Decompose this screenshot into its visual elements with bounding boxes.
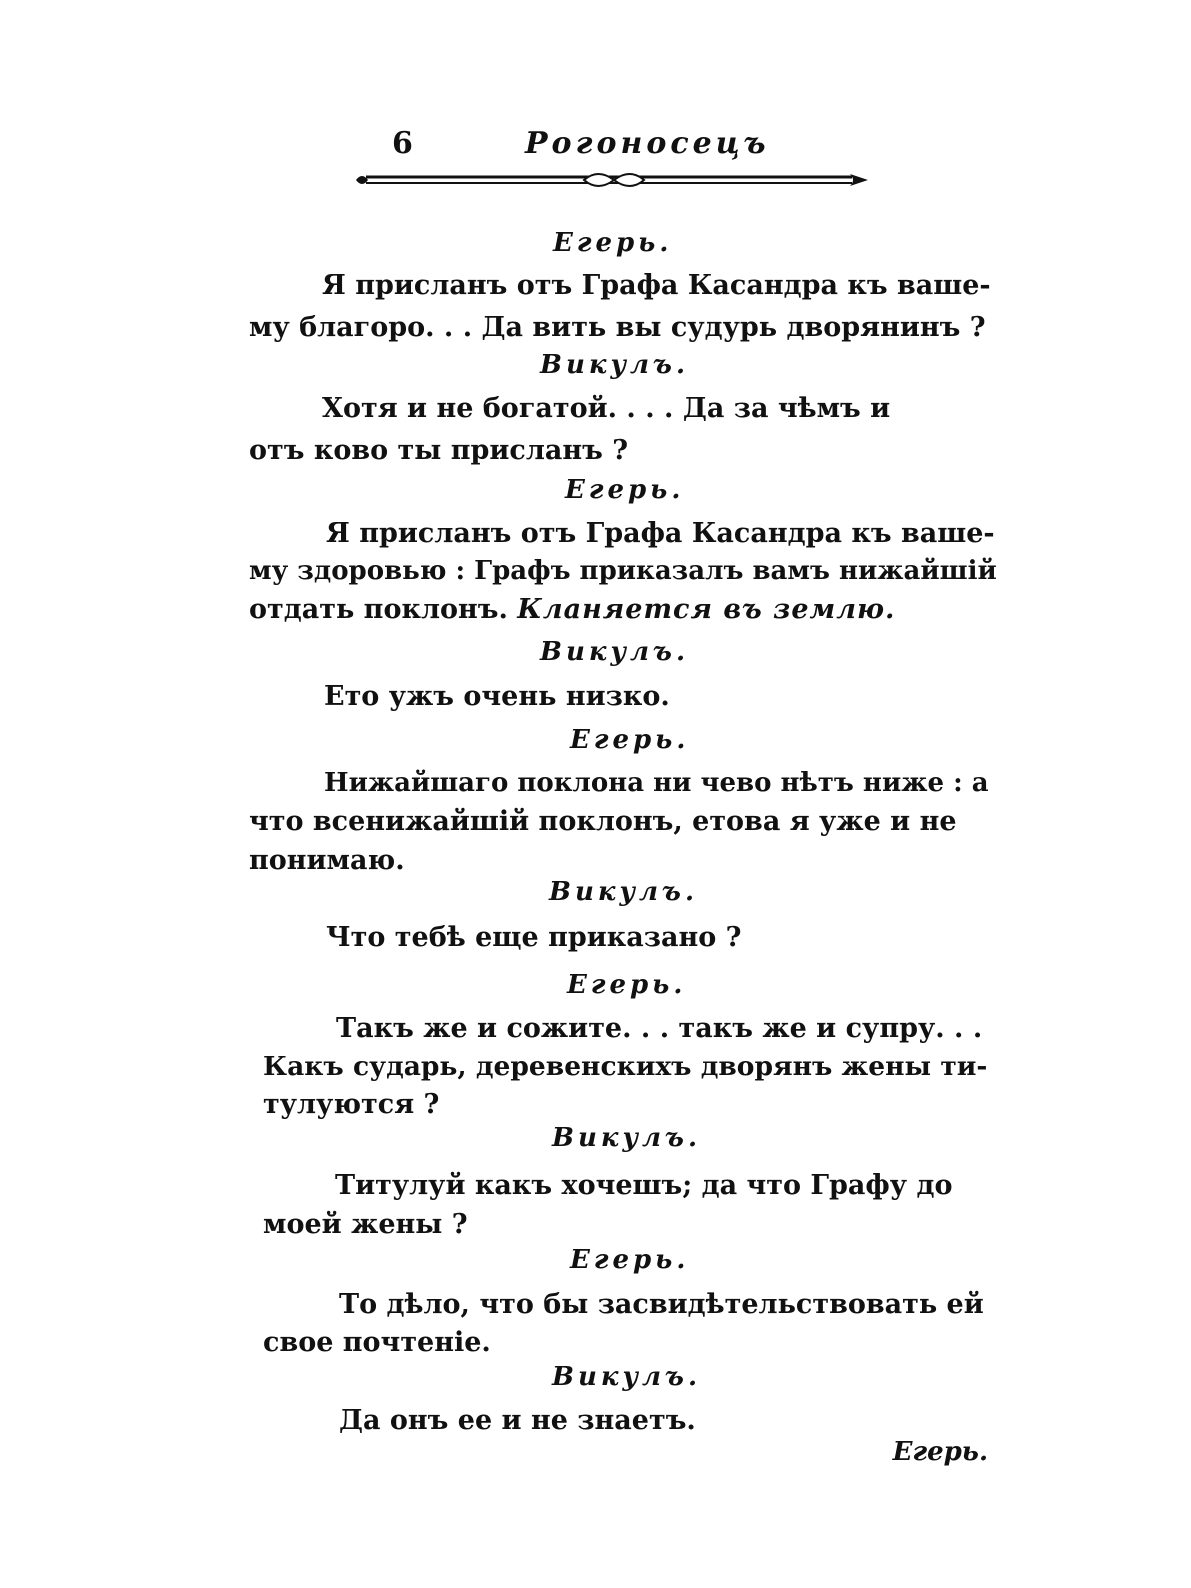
speaker-name: Егерь. xyxy=(565,475,685,505)
dialogue-line: Хотя и не богатой. . . . Да за чѣмъ и xyxy=(322,393,891,424)
dialogue-line: что всенижайшій поклонъ, етова я уже и не xyxy=(249,806,957,837)
speaker-name: Викулъ. xyxy=(549,877,699,907)
dialogue-line: Ето ужъ очень низко. xyxy=(324,681,670,712)
page-header xyxy=(380,126,900,166)
dialogue-line: Да онъ ее и не знаетъ. xyxy=(339,1405,696,1436)
dialogue-line: Нижайшаго поклона ни чево нѣтъ ниже : а xyxy=(324,768,989,798)
dialogue-line: свое почтеніе. xyxy=(263,1327,491,1358)
dialogue-line: Какъ сударь, деревенскихъ дворянъ жены ти- xyxy=(263,1051,988,1082)
speaker-name: Викулъ. xyxy=(552,1123,702,1153)
ornamental-rule xyxy=(352,166,876,194)
speaker-name: Егерь. xyxy=(570,1245,690,1275)
dialogue-line: моей жены ? xyxy=(263,1209,468,1240)
dialogue-line: Что тебѣ еще приказано ? xyxy=(326,922,742,953)
dialogue-line: Я присланъ отъ Графа Касандра къ ваше- xyxy=(322,270,991,301)
dialogue-line: Такъ же и сожите. . . такъ же и супру. . . xyxy=(336,1013,983,1044)
catchword: Егерь. xyxy=(892,1437,988,1467)
dialogue-line-with-direction xyxy=(249,594,895,625)
dialogue-line: му здоровью : Графъ приказалъ вамъ нижайшій xyxy=(249,556,997,586)
speaker-name: Егерь. xyxy=(553,228,673,258)
dialogue-line: му благоро. . . Да вить вы судурь дворянинъ ? xyxy=(249,312,986,343)
speaker-name: Викулъ. xyxy=(540,637,690,667)
speaker-name: Егерь. xyxy=(567,970,687,1000)
dialogue-line: отъ ково ты присланъ ? xyxy=(249,435,629,466)
speaker-name: Егерь. xyxy=(570,725,690,755)
page-number: 6 xyxy=(392,126,413,161)
speaker-name: Викулъ. xyxy=(540,350,690,380)
running-title: Рогоносецъ xyxy=(525,126,770,161)
dialogue-line: Титулуй какъ хочешъ; да что Графу до xyxy=(335,1170,953,1201)
dialogue-line: понимаю. xyxy=(249,845,405,876)
dialogue-line: Я присланъ отъ Графа Касандра къ ваше- xyxy=(326,518,995,549)
speaker-name: Викулъ. xyxy=(552,1362,702,1392)
dialogue-line: То дѣло, что бы засвидѣтельствовать ей xyxy=(339,1289,984,1320)
dialogue-line: тулуются ? xyxy=(263,1089,440,1120)
dialogue-text: отдать поклонъ. xyxy=(249,594,508,625)
stage-direction: Кланяется въ землю. xyxy=(517,594,896,625)
